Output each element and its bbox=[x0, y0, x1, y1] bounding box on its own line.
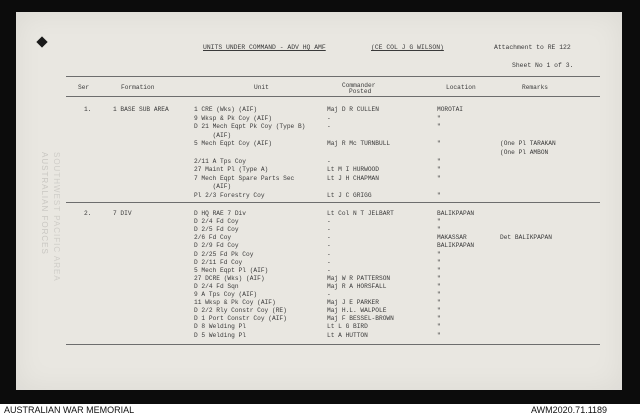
document-commander: (CE COL J G WILSON) bbox=[371, 44, 444, 51]
section1-remarks-cell: (One Pl AMBON bbox=[500, 149, 549, 156]
section2-location-cell: MAKASSAR bbox=[437, 234, 467, 242]
section2-unit-cell: D 2/25 Fd Pk Coy bbox=[194, 250, 254, 258]
section1-unit-cell: 2/11 A Tps Coy bbox=[194, 157, 246, 165]
section2-unit-cell: D 2/2 Rly Constr Coy (RE) bbox=[194, 307, 287, 315]
section2-unit-cell: D 2/9 Fd Coy bbox=[194, 242, 239, 250]
column-header-posted: Posted bbox=[349, 88, 372, 95]
section1-remarks-cell: (One Pl TARAKAN bbox=[500, 140, 556, 148]
section2-unit-cell: 2/6 Fd Coy bbox=[194, 234, 232, 242]
punch-hole-mark bbox=[36, 36, 47, 47]
section2-commander-cell: - bbox=[327, 218, 331, 226]
section2-commander-cell: Maj H.L. WALPOLE bbox=[327, 307, 387, 315]
section2-commander-cell: - bbox=[327, 250, 331, 258]
section2-commander-cell: Lt L G BIRD bbox=[327, 323, 368, 331]
section2-commander-cell: - bbox=[327, 234, 331, 242]
section1-location-cell: " bbox=[437, 157, 441, 165]
section1-unit-cell: (AIF) bbox=[194, 183, 232, 191]
section2-commander-cell: Maj J E PARKER bbox=[327, 299, 379, 307]
sheet-number: Sheet No 1 of 3. bbox=[512, 62, 574, 69]
section1-location-cell: " bbox=[437, 140, 441, 148]
section2-unit-cell: D 2/4 Fd Sqn bbox=[194, 282, 239, 290]
section1-location-cell: " bbox=[437, 166, 441, 174]
section2-location-cell: " bbox=[437, 274, 441, 282]
section2-location-cell: " bbox=[437, 282, 441, 290]
section2-commander-cell: Lt Col N T JELBART bbox=[327, 210, 394, 217]
section2-location-cell: BALIKPAPAN bbox=[437, 242, 475, 250]
section1-commander-cell: Lt J H CHAPMAN bbox=[327, 174, 379, 182]
section2-remarks-cell: Det BALIKPAPAN bbox=[500, 234, 552, 242]
section2-unit-cell: 5 Mech Eqpt Pl (AIF) bbox=[194, 266, 269, 274]
bottom-rule bbox=[66, 344, 600, 345]
section-2-formation: 7 DIV bbox=[113, 210, 132, 217]
section2-location-cell: " bbox=[437, 331, 441, 339]
header-top-rule bbox=[66, 76, 600, 77]
column-header-location: Location bbox=[446, 84, 476, 91]
section2-location-cell: BALIKPAPAN bbox=[437, 210, 475, 217]
section1-commander-cell: Maj D R CULLEN bbox=[327, 106, 379, 113]
section2-unit-cell: D 2/11 Fd Coy bbox=[194, 258, 243, 266]
section2-commander-cell: Maj F BESSEL-BROWN bbox=[327, 315, 394, 323]
side-stamp-line-1: AUSTRALIAN FORCES bbox=[40, 152, 49, 255]
section2-unit-cell: D 2/4 Fd Coy bbox=[194, 218, 239, 226]
section2-commander-cell: Maj W R PATTERSON bbox=[327, 274, 391, 282]
section-1-ser: 1. bbox=[84, 106, 92, 113]
section1-commander-cell: - bbox=[327, 157, 331, 165]
section-1-formation: 1 BASE SUB AREA bbox=[113, 106, 169, 113]
section1-commander-cell: - bbox=[327, 123, 331, 131]
section1-unit-cell: 7 Mech Eqpt Spare Parts Sec bbox=[194, 174, 295, 182]
section2-location-cell: " bbox=[437, 323, 441, 331]
section1-unit-cell: 1 CRE (Wks) (AIF) bbox=[194, 106, 258, 113]
section2-location-cell: " bbox=[437, 315, 441, 323]
attachment-reference: Attachment to RE 122 bbox=[494, 44, 571, 51]
section2-commander-cell: - bbox=[327, 226, 331, 234]
section2-unit-cell: 27 DCRE (Wks) (AIF) bbox=[194, 274, 265, 282]
section2-location-cell: " bbox=[437, 250, 441, 258]
section-2-ser: 2. bbox=[84, 210, 92, 217]
section2-location-cell: " bbox=[437, 258, 441, 266]
section2-commander-cell: - bbox=[327, 291, 331, 298]
section2-commander-cell: - bbox=[327, 258, 331, 266]
section2-location-cell: " bbox=[437, 291, 441, 298]
section1-unit-cell: 9 Wksp & Pk Coy (AIF) bbox=[194, 114, 272, 122]
section2-unit-cell: 11 Wksp & Pk Coy (AIF) bbox=[194, 299, 276, 307]
document-title: UNITS UNDER COMMAND - ADV HQ AMF bbox=[203, 44, 326, 51]
section1-location-cell: MOROTAI bbox=[437, 106, 463, 113]
section-divider-rule bbox=[66, 202, 600, 203]
column-header-ser: Ser bbox=[78, 84, 90, 91]
section2-unit-cell: D 5 Welding Pl bbox=[194, 331, 246, 339]
section2-commander-cell: - bbox=[327, 242, 331, 250]
section2-commander-cell: Maj R A HORSFALL bbox=[327, 282, 387, 290]
section1-unit-cell: Pl 2/3 Forestry Coy bbox=[194, 192, 265, 199]
section2-unit-cell: D HQ RAE 7 Div bbox=[194, 210, 246, 217]
section2-commander-cell: Lt A HUTTON bbox=[327, 331, 368, 339]
section2-unit-cell: 9 A Tps Coy (AIF) bbox=[194, 291, 258, 298]
section1-commander-cell: - bbox=[327, 114, 331, 122]
section2-location-cell: " bbox=[437, 266, 441, 274]
section1-commander-cell: Maj R Mc TURNBULL bbox=[327, 140, 391, 148]
section1-commander-cell: Lt M I HURWOOD bbox=[327, 166, 379, 174]
section1-location-cell: " bbox=[437, 174, 441, 182]
footer-left-caption: AUSTRALIAN WAR MEMORIAL bbox=[4, 405, 135, 415]
footer-right-caption: AWM2020.71.1189 bbox=[531, 405, 608, 415]
section1-commander-cell: Lt J C GRIGG bbox=[327, 192, 372, 199]
section1-location-cell: " bbox=[437, 114, 441, 122]
section2-commander-cell: - bbox=[327, 266, 331, 274]
side-stamp-line-2: SOUTHWEST PACIFIC AREA bbox=[52, 152, 61, 282]
section2-unit-cell: D 8 Welding Pl bbox=[194, 323, 246, 331]
section2-location-cell: " bbox=[437, 218, 441, 226]
column-header-commander: Commander bbox=[342, 82, 376, 89]
document-sheet bbox=[16, 12, 622, 390]
section2-unit-cell: D 1 Port Constr Coy (AIF) bbox=[194, 315, 287, 323]
section2-location-cell: " bbox=[437, 226, 441, 234]
section1-unit-cell: (AIF) bbox=[194, 131, 232, 139]
section1-location-cell: " bbox=[437, 123, 441, 131]
section2-location-cell: " bbox=[437, 299, 441, 307]
section2-unit-cell: D 2/5 Fd Coy bbox=[194, 226, 239, 234]
column-header-remarks: Remarks bbox=[522, 84, 548, 91]
header-bottom-rule bbox=[66, 96, 600, 97]
section1-unit-cell: 5 Mech Eqpt Coy (AIF) bbox=[194, 140, 272, 148]
section1-unit-cell: D 21 Mech Eqpt Pk Coy (Type B) bbox=[194, 123, 306, 131]
section1-unit-cell: 27 Maint Pl (Type A) bbox=[194, 166, 269, 174]
section1-location-cell: " bbox=[437, 192, 441, 199]
column-header-unit: Unit bbox=[254, 84, 269, 91]
column-header-formation: Formation bbox=[121, 84, 155, 91]
section2-location-cell: " bbox=[437, 307, 441, 315]
